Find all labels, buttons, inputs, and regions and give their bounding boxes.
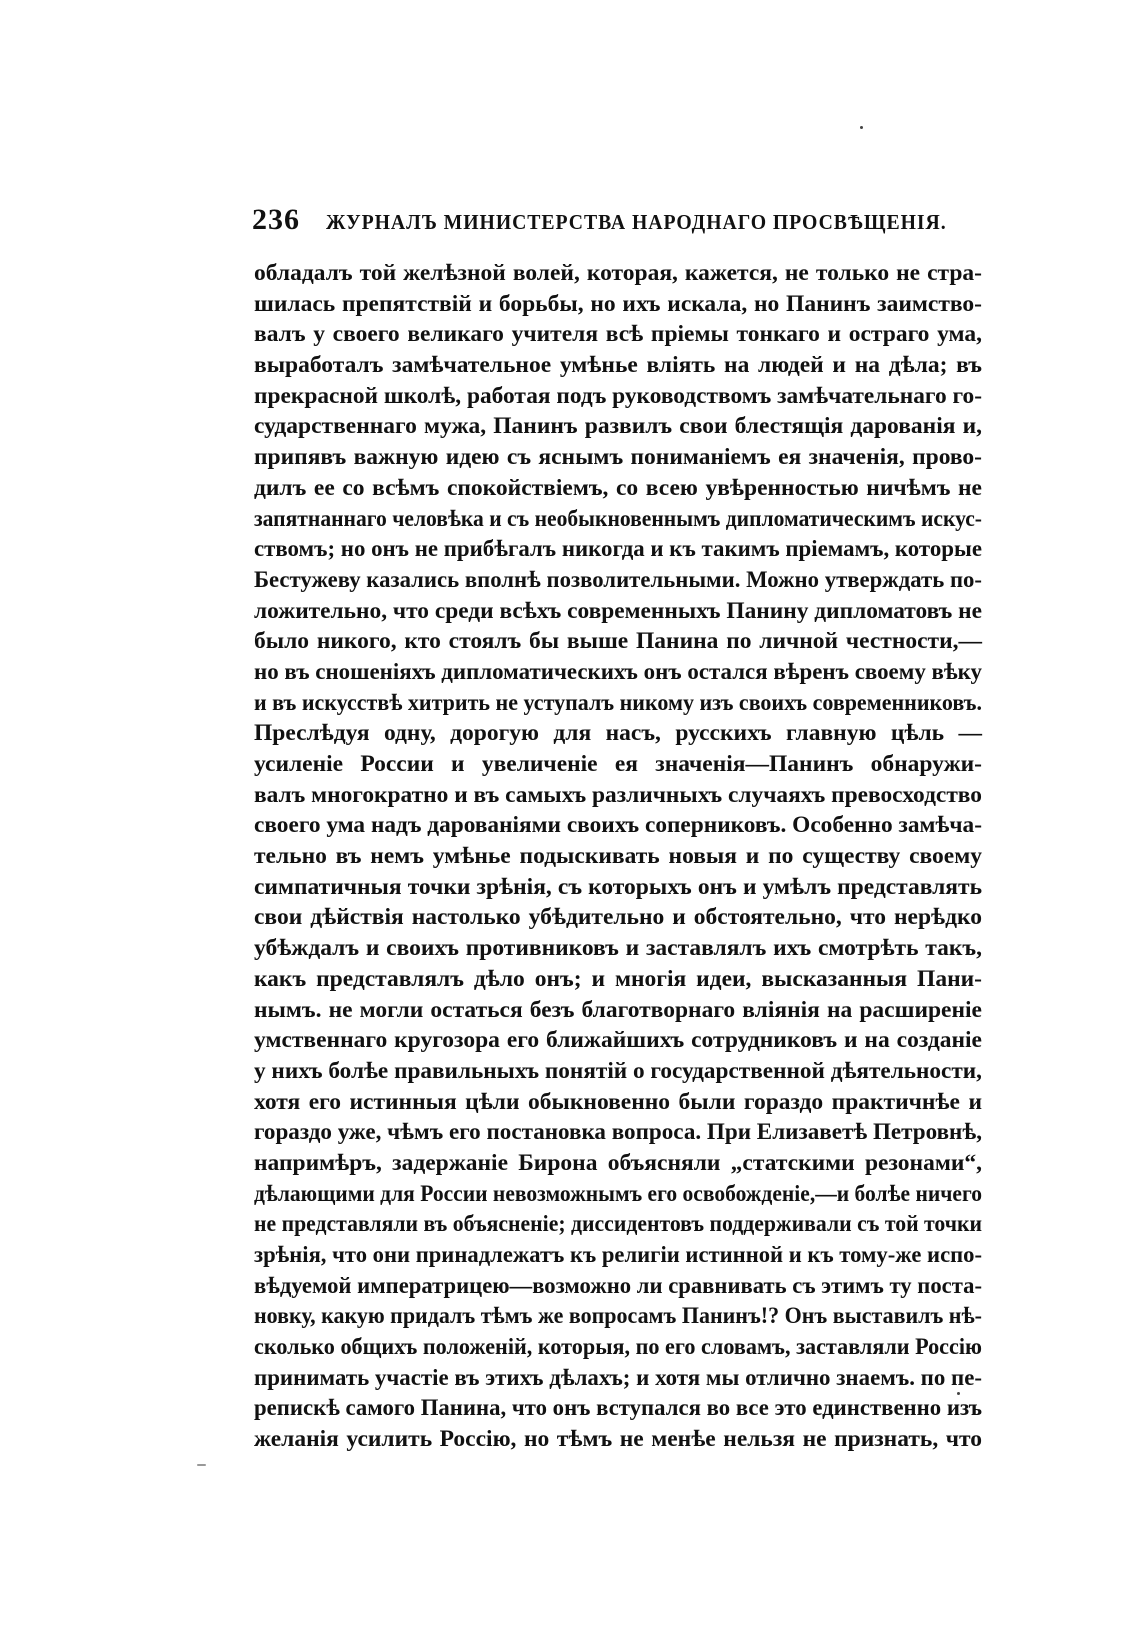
- body-text: [254, 258, 982, 1455]
- text-line: гораздо уже, чѣмъ его постановка вопроса. При Елизаветѣ Петровнѣ,: [254, 1119, 982, 1146]
- running-head: ЖУРНАЛЪ МИНИСТЕРСТВА НАРОДНАГО ПРОСВѢЩЕНІЯ.: [326, 210, 947, 234]
- text-line: вѣдуемой императрицею—возможно ли сравнивать съ этимъ ту поста-: [254, 1272, 982, 1299]
- text-line: запятнаннаго человѣка и съ необыкновеннымъ дипломатическимъ искус-: [254, 505, 982, 532]
- text-line: умственнаго кругозора его ближайшихъ сотрудниковъ и на созданіе: [254, 1027, 982, 1054]
- text-line: зрѣнія, что они принадлежатъ къ религіи истинной и къ тому-же испо-: [254, 1242, 982, 1268]
- text-line: какъ представлялъ дѣло онъ; и многія идеи, высказанныя Пани-: [254, 965, 982, 992]
- text-line: ложительно, что среди всѣхъ современныхъ Панину дипломатовъ не: [254, 597, 982, 624]
- text-line: валъ у своего великаго учителя всѣ пріемы тонкаго и остраго ума,: [254, 321, 982, 348]
- text-line: обладалъ той желѣзной волей, которая, кажется, не только не стра-: [254, 260, 982, 286]
- text-line: дѣлающими для России невозможнымъ его освобожденіе,—и болѣе ничего: [254, 1180, 982, 1207]
- text-line: нымъ. не могли остаться безъ благотворнаго вліянія на расширеніе: [254, 996, 982, 1023]
- text-line: было никого, кто стоялъ бы выше Панина по личной честности,—: [254, 628, 982, 655]
- text-line: симпатичныя точки зрѣнія, съ которыхъ онъ и умѣлъ представлять: [254, 873, 982, 900]
- text-line: усиленіе России и увеличеніе ея значенія—Панинъ обнаружи-: [254, 751, 982, 777]
- text-line: ствомъ; но онъ не прибѣгалъ никогда и къ такимъ пріемамъ, которые: [254, 536, 982, 563]
- text-line: своего ума надъ дарованіями своихъ соперниковъ. Особенно замѣча-: [254, 812, 982, 839]
- text-line: хотя его истинныя цѣли обыкновенно были гораздо практичнѣе и: [254, 1088, 982, 1115]
- text-line: дилъ ее со всѣмъ спокойствіемъ, со всею увѣренностью ничѣмъ не: [254, 474, 982, 501]
- text-line: Преслѣдуя одну, дорогую для насъ, русскихъ главную цѣль —: [254, 720, 982, 747]
- text-line: но въ сношеніяхъ дипломатическихъ онъ остался вѣренъ своему вѣку: [254, 658, 982, 685]
- text-line: сударственнаго мужа, Панинъ развилъ свои блестящія дарованія и,: [254, 413, 982, 440]
- text-line: напримѣръ, задержаніе Бирона объясняли „статскими резонами“,: [254, 1149, 982, 1176]
- scan-speck: [860, 126, 863, 129]
- text-line: желанія усилить Россію, но тѣмъ не менѣе нельзя не признать, что: [254, 1426, 982, 1453]
- text-line: выработалъ замѣчательное умѣнье вліять на людей и на дѣла; въ: [254, 352, 982, 379]
- text-line: репискѣ самого Панина, что онъ вступался во все это единственно изъ: [254, 1395, 982, 1422]
- text-line: прекрасной школѣ, работая подъ руководствомъ замѣчательнаго го-: [254, 382, 982, 409]
- text-line: и въ искусствѣ хитрить не уступалъ никому изъ своихъ современниковъ.: [254, 689, 982, 716]
- text-line: не представляли въ объясненіе; диссидентовъ поддерживали съ той точки: [254, 1211, 982, 1238]
- text-line: Бестужеву казались вполнѣ позволительными. Можно утверждать по-: [254, 566, 982, 593]
- page-header: [252, 203, 997, 237]
- text-line: новку, какую придалъ тѣмъ же вопросамъ Панинъ!? Онъ выставилъ нѣ-: [254, 1303, 982, 1330]
- text-line: тельно въ немъ умѣнье подыскивать новыя и по существу своему: [254, 843, 982, 870]
- text-line: сколько общихъ положеній, которыя, по его словамъ, заставляли Россію: [254, 1334, 982, 1361]
- text-line: убѣждалъ и своихъ противниковъ и заставлялъ ихъ смотрѣть такъ,: [254, 935, 982, 962]
- text-line: у нихъ болѣе правильныхъ понятій о государственной дѣятельности,: [254, 1057, 982, 1084]
- page-number: 236: [252, 203, 300, 236]
- text-line: припявъ важную идею съ яснымъ пониманіемъ ея значенія, прово-: [254, 444, 982, 471]
- text-line: шилась препятствій и борьбы, но ихъ искала, но Панинъ заимство-: [254, 290, 982, 317]
- text-line: свои дѣйствія настолько убѣдительно и обстоятельно, что нерѣдко: [254, 904, 982, 931]
- text-line: принимать участіе въ этихъ дѣлахъ; и хотя мы отлично знаемъ. по пе-: [254, 1364, 982, 1391]
- scan-speck: [957, 1392, 960, 1395]
- text-line: валъ многократно и въ самыхъ различныхъ случаяхъ превосходство: [254, 781, 982, 808]
- scan-speck: [197, 1464, 206, 1466]
